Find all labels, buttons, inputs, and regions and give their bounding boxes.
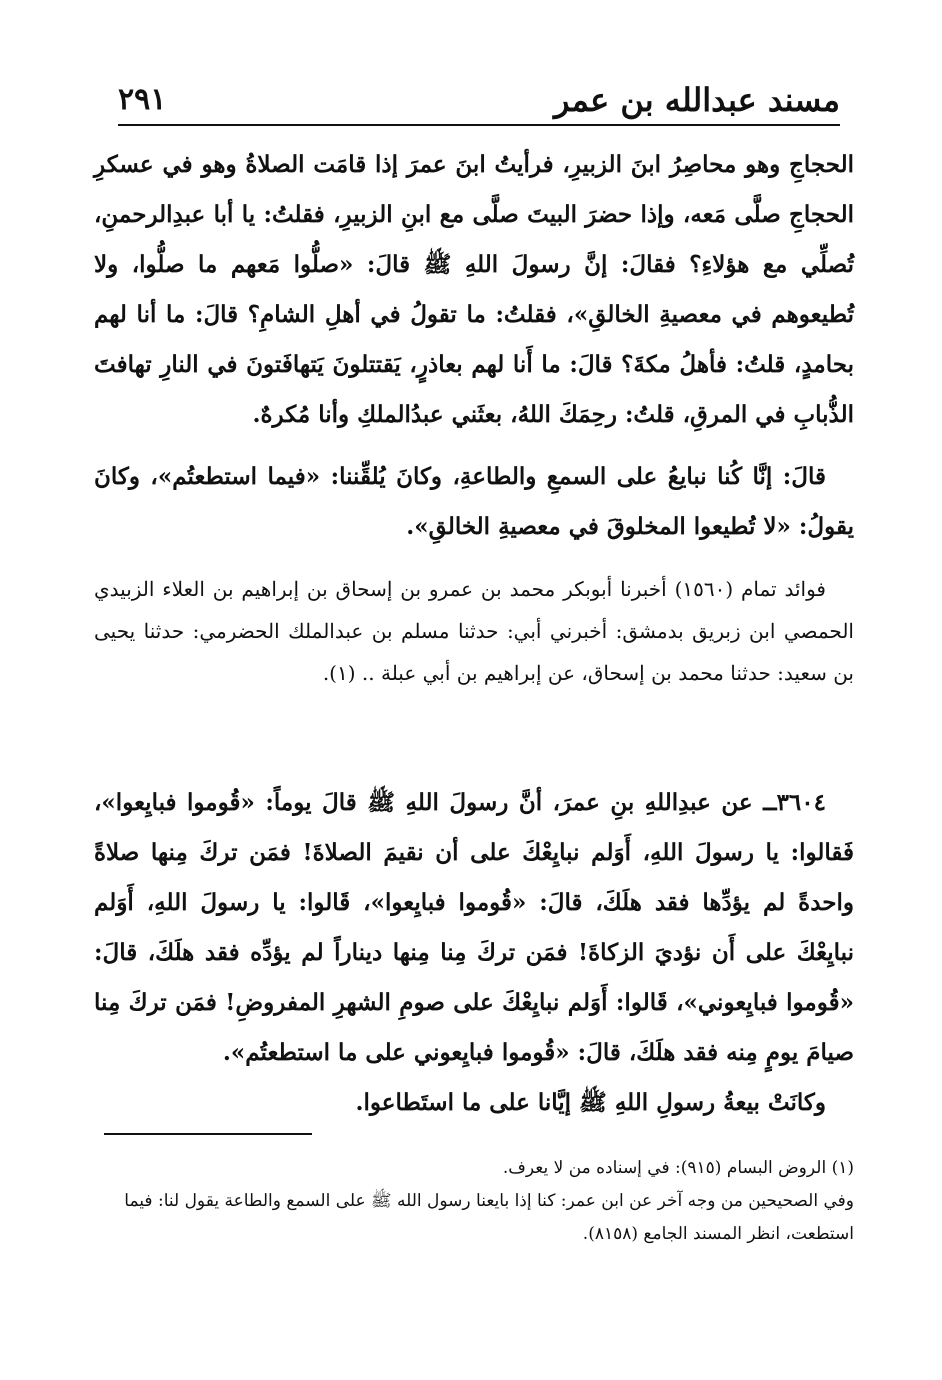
footnote-separator	[104, 1133, 312, 1135]
footnote-1-continuation: وفي الصحيحين من وجه آخر عن ابن عمر: كنا إذا بايعنا رسول الله ﷺ على السمع والطاعة يقول لنا: فيما استطعت، انظر المسند الجامع (٨١٥٨).	[124, 1191, 854, 1244]
page-header	[118, 78, 840, 126]
footnote-1: (١) الروض البسام (٩١٥): في إسناده من لا يعرف.	[502, 1158, 854, 1178]
hadith-continuation-paragraph: الحجاجِ وهو محاصِرُ ابنَ الزبيرِ، فرأيتُ ابنَ عمرَ إذا قامَت الصلاةُ وهو في عسكرِ الحجاجِ صلَّى مَعه، وإذا حضرَ البيتَ صلَّى مع ابنِ الزبيرِ، فقلتُ: يا أبا عبدِالرحمنِ، تُصلِّي مع هؤلاءِ؟ فقالَ: إنَّ رسولَ اللهِ ﷺ قالَ: «صلُّوا مَعهم ما صلُّوا، ولا تُطيعوهم في معصيةِ الخالقِ»، فقلتُ: ما تقولُ في أهلِ الشامِ؟ قالَ: ما أنا لهم بحامدٍ، قلتُ: فأهلُ مكةَ؟ قالَ: ما أَنا لهم بعاذرٍ، يَقتتلونَ يَتهافَتونَ في النارِ تهافتَ الذُّبابِ في المرقِ، قلتُ: رحِمَكَ اللهُ، بعثَني عبدُالملكِ وأنا مُكرهٌ.	[94, 151, 854, 428]
hadith-3604-closing-line: وكانَتْ بيعةُ رسولِ اللهِ ﷺ إيَّانا على ما استَطاعوا.	[355, 1089, 826, 1116]
source-citation-paragraph: فوائد تمام (١٥٦٠) أخبرنا أبوبكر محمد بن عمرو بن إسحاق بن إبراهيم بن العلاء الزبيدي الحمصي ابن زبريق بدمشق: أخبرني أبي: حدثنا مسلم بن عبدالملك الحضرمي: حدثنا يحيى بن سعيد: حدثنا محمد بن إسحاق، عن إبراهيم بن أبي عبلة .. (١).	[94, 577, 854, 685]
hadith-closing-paragraph: قالَ: إنَّا كُنا نبايعُ على السمعِ والطاعةِ، وكانَ يُلقِّننا: «فيما استطعتُم»، وكانَ يقولُ: «لا تُطيعوا المخلوقَ في معصيةِ الخالقِ».	[94, 463, 854, 540]
running-title: مسند عبدالله بن عمر	[553, 81, 840, 119]
hadith-3604-paragraph: ٣٦٠٤ــ عن عبدِاللهِ بنِ عمرَ، أنَّ رسولَ اللهِ ﷺ قالَ يوماً: «قُوموا فبايِعوا»، فَقالوا: يا رسولَ اللهِ، أَوَلم نبايِعْكَ على أن نقيمَ الصلاةَ! فمَن تركَ مِنها صلاةً واحدةً لم يؤدِّها فقد هلَكَ، قالَ: «قُوموا فبايِعوا»، قَالوا: يا رسولَ اللهِ، أَوَلم نبايِعْكَ على أَن نؤديَ الزكاةَ! فمَن تركَ مِنا مِنها ديناراً لم يؤدِّه فقد هلَكَ، قالَ: «قُوموا فبايِعوني»، قَالوا: أَوَلم نبايِعْكَ على صومِ الشهرِ المفروضِ! فمَن تركَ مِنا صيامَ يومٍ مِنه فقد هلَكَ، قالَ: «قُوموا فبايِعوني على ما استطعتُم».	[94, 789, 854, 1066]
footnotes	[94, 1152, 854, 1251]
page-number: ٢٩١	[118, 82, 167, 117]
